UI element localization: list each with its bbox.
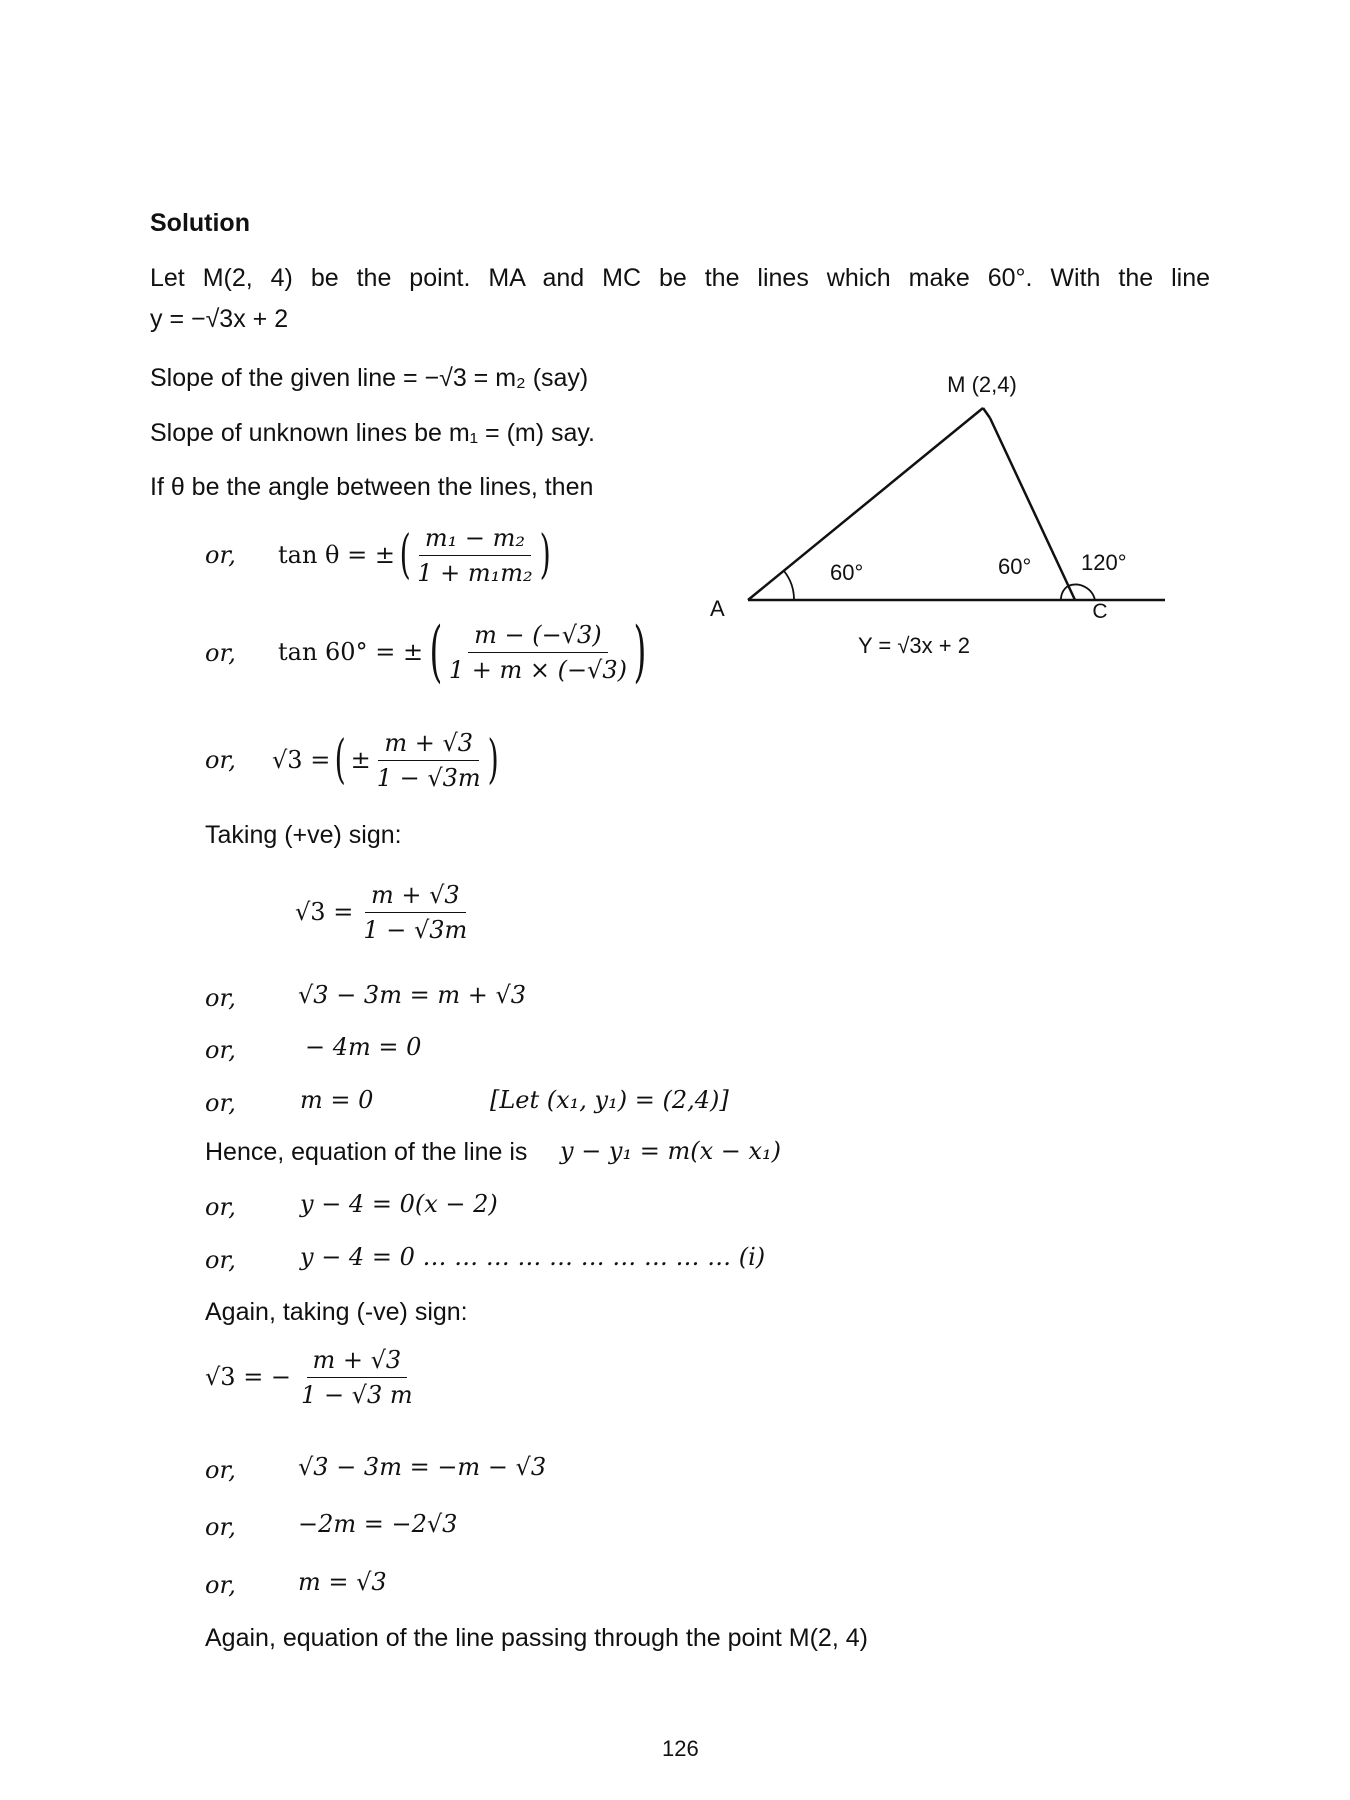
eq10-denominator: 1 − √3 m (301, 1380, 413, 1409)
equation-line-i: y − 4 = 0 … … … … … … … … … … (i) (300, 1243, 766, 1271)
eq4-fraction (357, 881, 473, 944)
eq3-denominator: 1 − √3m (376, 763, 481, 792)
eq1-fraction (411, 524, 538, 587)
equation-step-5: −2m = −2√3 (298, 1510, 458, 1538)
solution-heading: Solution (150, 209, 250, 237)
intro-line-2: y = −√3x + 2 (150, 305, 289, 333)
paren-close: ) (539, 525, 551, 585)
label-line-equation: Y = √3x + 2 (858, 633, 970, 658)
eq2-lhs: tan 60° = ± (278, 638, 424, 666)
paren-open: ( (334, 730, 347, 790)
label-m: M (2,4) (947, 372, 1017, 397)
angle-arc-c-inner (1061, 586, 1068, 600)
eq3-numerator: m + √3 (378, 729, 479, 761)
eq4-lhs: √3 = (295, 898, 354, 926)
page-number: 126 (662, 1736, 699, 1761)
eq1-denominator: 1 + m₁m₂ (417, 558, 533, 587)
equation-step-6: m = √3 (298, 1568, 387, 1596)
eq2-numerator: m − (−√3) (468, 621, 608, 653)
equation-negative-case (205, 1336, 423, 1418)
paren-close: ) (633, 613, 647, 690)
or-label: or, (205, 746, 236, 774)
paren-open: ( (399, 525, 411, 585)
angle-arc-a (784, 571, 794, 600)
slope-unknown-lines: Slope of unknown lines be m₁ = (m) say. (150, 419, 595, 447)
eq4-numerator: m + √3 (365, 881, 466, 913)
point-assumption-note: [Let (x₁, y₁) = (2,4)] (490, 1086, 729, 1114)
line-mc-left (983, 408, 990, 418)
paren-close: ) (487, 730, 499, 790)
eq10-numerator: m + √3 (307, 1346, 408, 1378)
eq10-fraction (295, 1346, 419, 1409)
label-angle-c-inner: 60° (998, 554, 1032, 579)
eq10-lhs: √3 = − (205, 1363, 292, 1391)
equation-step-1: √3 − 3m = m + √3 (298, 981, 527, 1009)
closing-sentence: Again, equation of the line passing through the point M(2, 4) (205, 1624, 868, 1652)
equation-root3-pm (272, 722, 503, 798)
or-label: or, (205, 639, 236, 667)
or-label: or, (205, 1193, 236, 1221)
label-a: A (710, 596, 725, 621)
eq4-denominator: 1 − √3m (363, 915, 468, 944)
or-label: or, (205, 1456, 236, 1484)
or-label: or, (205, 984, 236, 1012)
equation-positive-case (295, 872, 477, 952)
equation-step-3: m = 0 (300, 1086, 374, 1114)
label-angle-c-outer: 120° (1081, 550, 1127, 575)
triangle-diagram (700, 360, 1180, 680)
label-angle-a: 60° (830, 560, 864, 585)
intro-line-1: Let M(2, 4) be the point. MA and MC be the lines which make 60°. With the line (150, 264, 1210, 292)
equation-step-4: √3 − 3m = −m − √3 (298, 1453, 547, 1481)
point-slope-formula: y − y₁ = m(x − x₁) (560, 1137, 782, 1165)
line-ma (748, 408, 983, 600)
or-label: or, (205, 1571, 236, 1599)
equation-tan-theta (278, 520, 555, 590)
hence-text: Hence, equation of the line is (205, 1138, 528, 1166)
eq1-lhs: tan θ = ± (278, 541, 395, 569)
eq3-pm: ± (350, 746, 371, 774)
slope-given-line: Slope of the given line = −√3 = m₂ (say) (150, 364, 589, 392)
or-label: or, (205, 541, 236, 569)
or-label: or, (205, 1089, 236, 1117)
theta-statement: If θ be the angle between the lines, then (150, 473, 594, 501)
eq3-lhs: √3 = (272, 746, 331, 774)
paren-open: ( (429, 613, 443, 690)
eq1-numerator: m₁ − m₂ (419, 524, 531, 556)
taking-negative-sign: Again, taking (-ve) sign: (205, 1298, 468, 1326)
equation-step-2: − 4m = 0 (305, 1033, 422, 1061)
or-label: or, (205, 1036, 236, 1064)
eq2-denominator: 1 + m × (−√3) (448, 655, 627, 684)
eq3-fraction (371, 729, 487, 792)
eq2-fraction (443, 621, 633, 684)
equation-line-substitution: y − 4 = 0(x − 2) (300, 1190, 498, 1218)
equation-tan-60 (278, 612, 653, 692)
taking-positive-sign: Taking (+ve) sign: (205, 821, 402, 849)
label-c: C (1092, 600, 1108, 623)
or-label: or, (205, 1246, 236, 1274)
or-label: or, (205, 1513, 236, 1541)
